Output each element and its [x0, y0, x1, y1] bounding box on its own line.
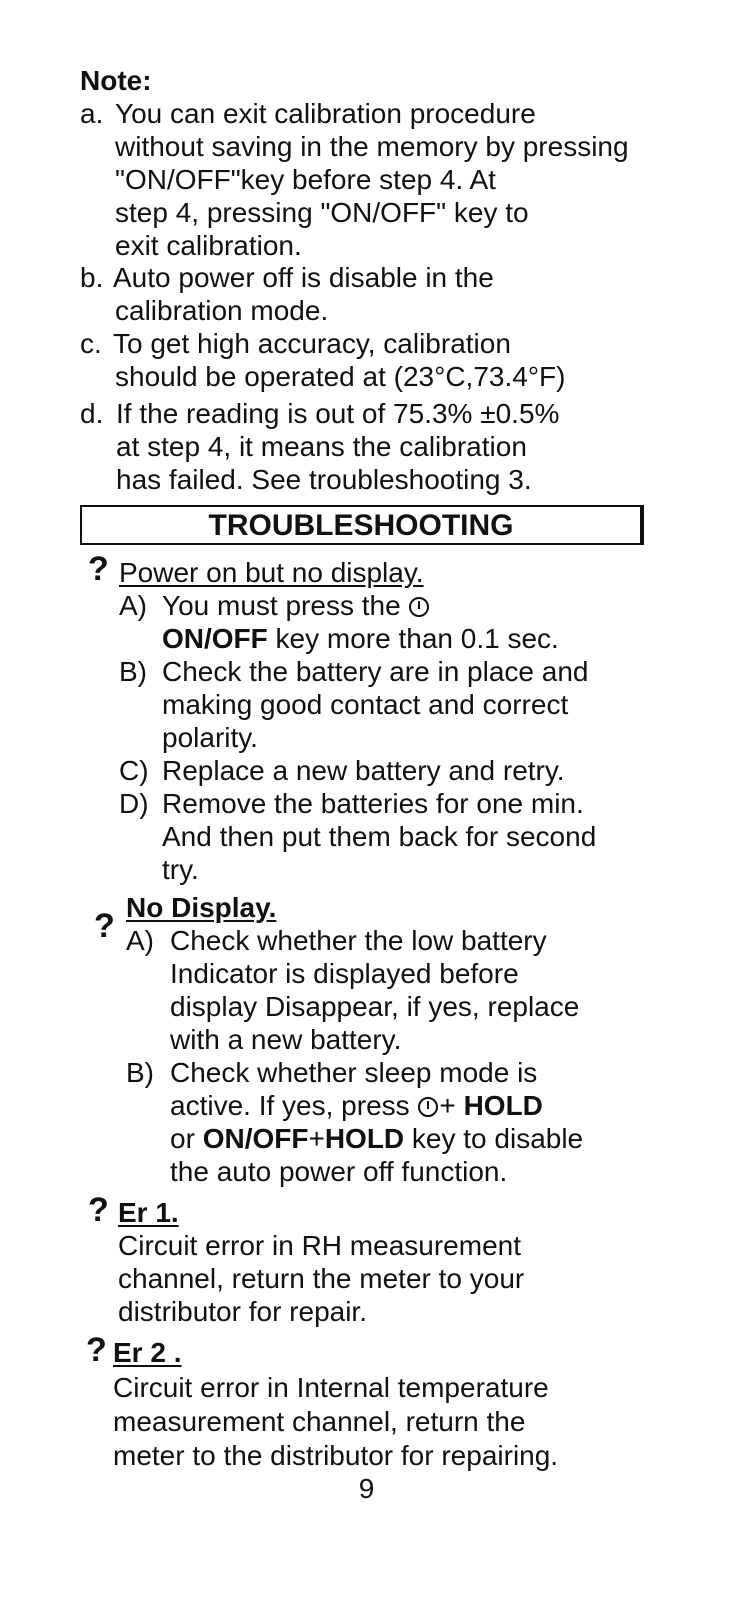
item-line: Circuit error in RH measurement [118, 1230, 521, 1261]
on-off-key-label: ON/OFF [202, 1123, 309, 1154]
item-line: meter to the distributor for repairing. [113, 1440, 559, 1471]
section-heading: Er 1. [118, 1197, 179, 1228]
item-marker: B) [126, 1057, 154, 1088]
item-line: with a new battery. [170, 1024, 402, 1055]
item-line: the auto power off function. [170, 1156, 508, 1187]
item-line: channel, return the meter to your [118, 1263, 525, 1294]
note-d-line: has failed. See troubleshooting 3. [116, 464, 532, 495]
note-a-marker: a. [80, 98, 104, 129]
question-mark-icon: ? [88, 550, 109, 588]
item-marker: D) [119, 788, 149, 819]
note-c-marker: c. [80, 328, 102, 359]
note-d-line: at step 4, it means the calibration [116, 431, 527, 462]
item-line: Check whether sleep mode is [170, 1057, 538, 1088]
on-off-key-label: ON/OFF [162, 623, 268, 654]
item-line: Remove the batteries for one min. [162, 788, 584, 819]
note-b-marker: b. [80, 262, 104, 293]
power-icon [417, 1096, 439, 1118]
item-line: try. [162, 854, 199, 885]
question-mark-icon: ? [86, 1331, 107, 1369]
item-line-text: key to disable [404, 1123, 584, 1154]
item-line: And then put them back for second [162, 821, 597, 852]
note-a-line: exit calibration. [115, 230, 302, 261]
note-d-marker: d. [80, 398, 104, 429]
item-line: making good contact and correct [162, 689, 569, 720]
note-b-line: calibration mode. [115, 295, 329, 326]
plus-sign: + [439, 1090, 456, 1121]
item-line [162, 589, 430, 622]
item-line [162, 622, 559, 655]
hold-key-label: HOLD [324, 1123, 405, 1154]
section-heading: No Display. [126, 892, 277, 923]
item-line-text: active. If yes, press [170, 1090, 410, 1121]
item-line-text: or [170, 1123, 195, 1154]
power-icon [408, 596, 430, 618]
note-c-line: should be operated at (23°C,73.4°F) [115, 361, 566, 392]
plus-sign: + [308, 1123, 325, 1154]
hold-key-label: HOLD [463, 1090, 543, 1121]
section-heading: Er 2 . [113, 1337, 182, 1368]
item-marker: B) [119, 656, 147, 687]
item-line [170, 1122, 583, 1155]
note-a-line: without saving in the memory by pressing [115, 131, 629, 162]
note-d-line: If the reading is out of 75.3% ±0.5% [116, 398, 560, 429]
question-mark-icon: ? [94, 907, 115, 945]
note-heading: Note: [80, 65, 152, 96]
troubleshooting-title-box [80, 505, 644, 545]
item-line-text: key more than 0.1 sec. [267, 623, 559, 654]
item-marker: A) [126, 925, 154, 956]
note-b-line: Auto power off is disable in the [113, 262, 494, 293]
note-a-line: step 4, pressing "ON/OFF" key to [115, 197, 529, 228]
item-line-text: You must press the [162, 590, 401, 621]
item-line: Replace a new battery and retry. [162, 755, 565, 786]
item-marker: A) [119, 590, 147, 621]
item-line: Indicator is displayed before [170, 958, 519, 989]
note-a-line: You can exit calibration procedure [115, 98, 536, 129]
section-heading: Power on but no display. [119, 557, 424, 588]
page-number: 9 [358, 1473, 375, 1504]
troubleshooting-title: TROUBLESHOOTING [208, 509, 514, 542]
item-line: Check whether the low battery [170, 925, 547, 956]
item-line: Circuit error in Internal temperature [113, 1372, 549, 1403]
item-line: Check the battery are in place and [162, 656, 589, 687]
item-line: measurement channel, return the [113, 1406, 526, 1437]
question-mark-icon: ? [88, 1191, 109, 1229]
item-line: polarity. [162, 722, 258, 753]
note-a-line: "ON/OFF"key before step 4. At [115, 164, 496, 195]
item-line [170, 1089, 543, 1122]
item-line: display Disappear, if yes, replace [170, 991, 580, 1022]
item-line: distributor for repair. [118, 1296, 367, 1327]
item-marker: C) [119, 755, 149, 786]
note-c-line: To get high accuracy, calibration [113, 328, 511, 359]
